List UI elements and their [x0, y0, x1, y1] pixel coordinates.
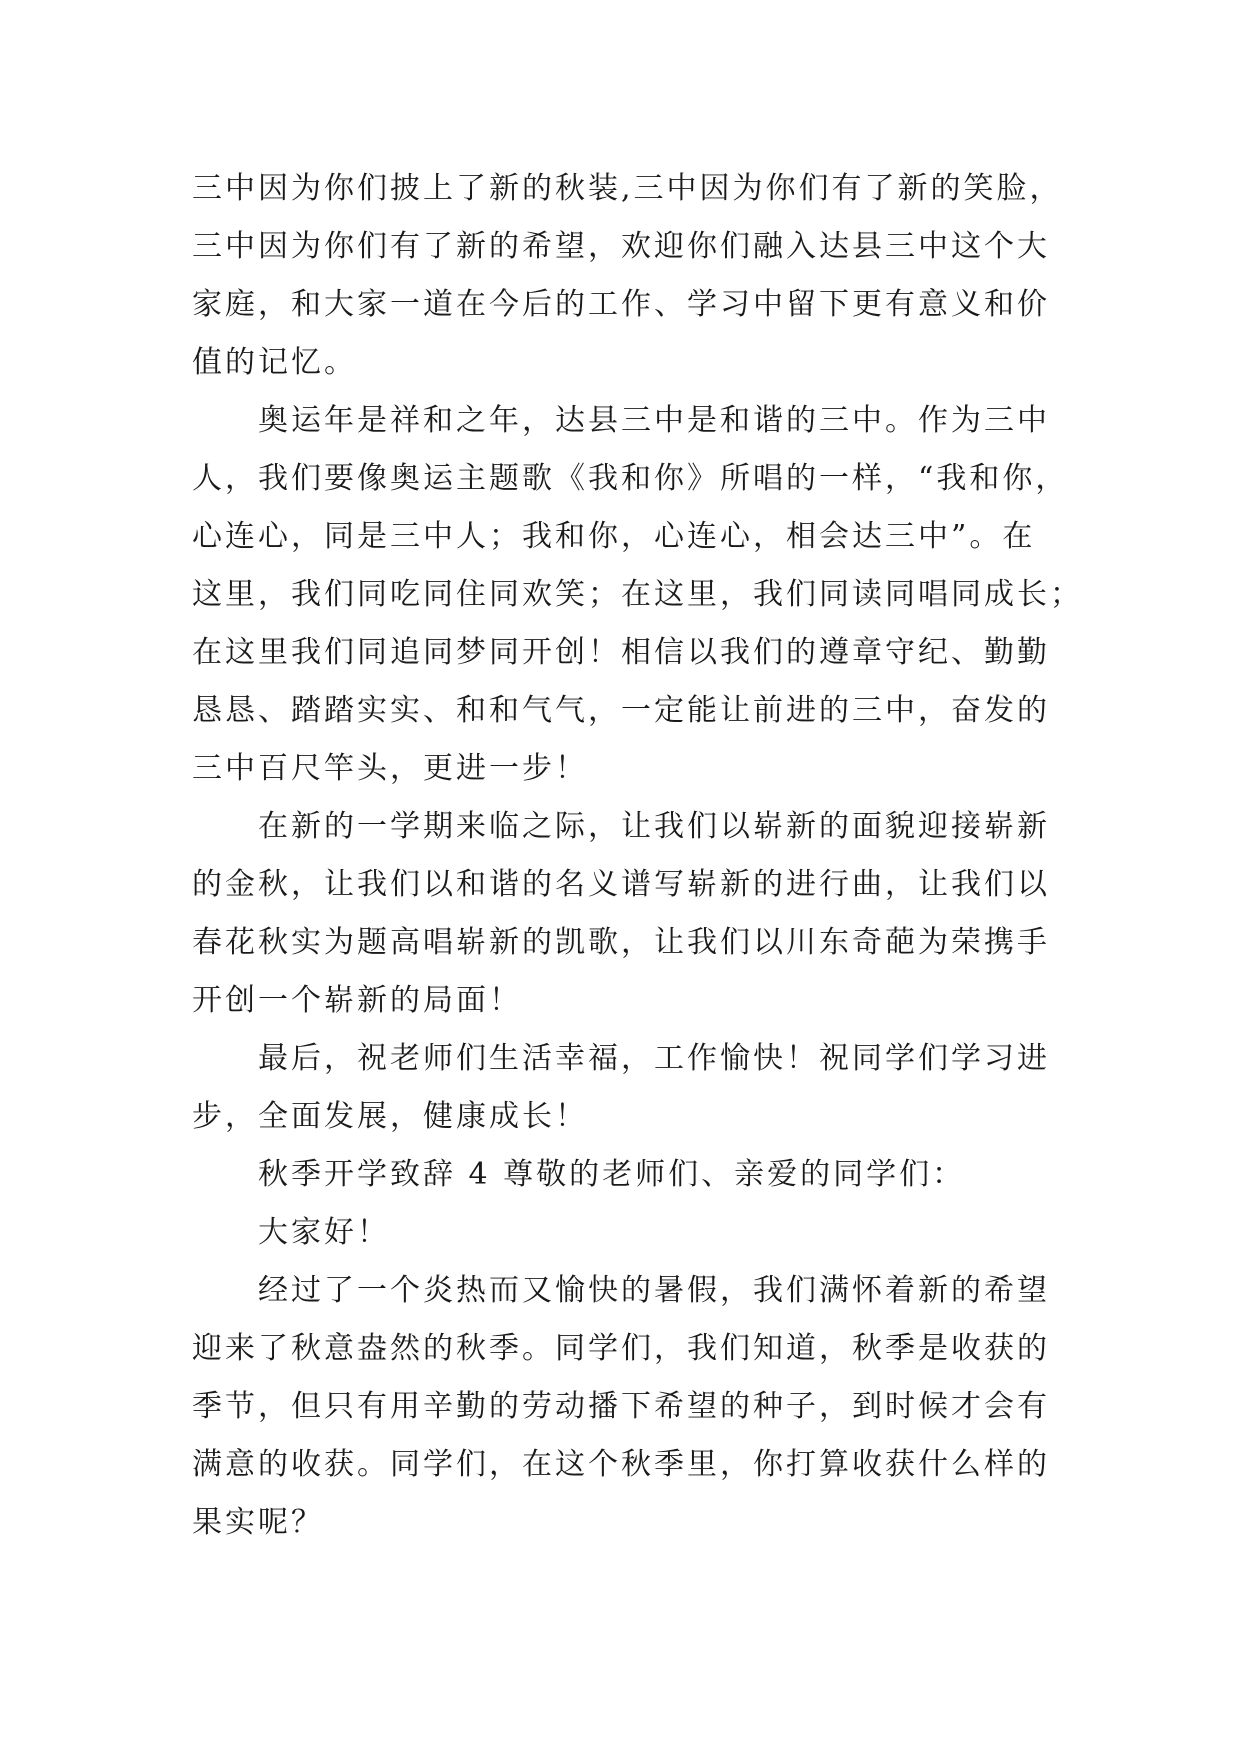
text-line: 人，我们要像奥运主题歌《我和你》所唱的一样，“我和你， — [192, 461, 1069, 496]
text-line: 开创一个崭新的局面！ — [192, 983, 522, 1018]
text-line: 大家好！ — [258, 1215, 390, 1250]
text-line: 三中因为你们披上了新的秋装,三中因为你们有了新的笑脸， — [192, 171, 1063, 206]
text-line: 的金秋，让我们以和谐的名义谱写崭新的进行曲，让我们以 — [192, 867, 1050, 902]
text-line: 家庭，和大家一道在今后的工作、学习中留下更有意义和价 — [192, 287, 1050, 322]
text-line: 经过了一个炎热而又愉快的暑假，我们满怀着新的希望 — [258, 1273, 1050, 1308]
text-line: 迎来了秋意盎然的秋季。同学们，我们知道，秋季是收获的 — [192, 1331, 1050, 1366]
paragraph — [192, 160, 1063, 392]
text-line: 奥运年是祥和之年，达县三中是和谐的三中。作为三中 — [258, 403, 1050, 438]
text-line: 这里，我们同吃同住同欢笑；在这里，我们同读同唱同成长； — [192, 577, 1083, 612]
text-line: 恳恳、踏踏实实、和和气气，一定能让前进的三中，奋发的 — [192, 693, 1050, 728]
paragraph — [192, 1146, 1052, 1204]
paragraph — [192, 1262, 1052, 1552]
text-line: 在这里我们同追同梦同开创！相信以我们的遵章守纪、勤勤 — [192, 635, 1050, 670]
text-line: 步，全面发展，健康成长！ — [192, 1099, 588, 1134]
paragraph — [192, 392, 1083, 798]
text-line: 最后，祝老师们生活幸福，工作愉快！祝同学们学习进 — [258, 1041, 1050, 1076]
paragraph — [192, 1030, 1052, 1146]
text-line: 在新的一学期来临之际，让我们以崭新的面貌迎接崭新 — [258, 809, 1050, 844]
text-line: 果实呢？ — [192, 1505, 324, 1540]
text-line: 三中因为你们有了新的希望，欢迎你们融入达县三中这个大 — [192, 229, 1050, 264]
text-line: 秋季开学致辞 4 尊敬的老师们、亲爱的同学们： — [258, 1157, 966, 1192]
text-line: 值的记忆。 — [192, 345, 357, 380]
text-line: 满意的收获。同学们，在这个秋季里，你打算收获什么样的 — [192, 1447, 1050, 1482]
paragraph — [192, 798, 1052, 1030]
document-body — [192, 160, 1083, 1552]
text-line: 季节，但只有用辛勤的劳动播下希望的种子，到时候才会有 — [192, 1389, 1050, 1424]
text-line: 春花秋实为题高唱崭新的凯歌，让我们以川东奇葩为荣携手 — [192, 925, 1050, 960]
text-line: 心连心，同是三中人；我和你，心连心，相会达三中”。在 — [192, 519, 1036, 554]
text-line: 三中百尺竿头，更进一步！ — [192, 751, 588, 786]
paragraph — [192, 1204, 1052, 1262]
